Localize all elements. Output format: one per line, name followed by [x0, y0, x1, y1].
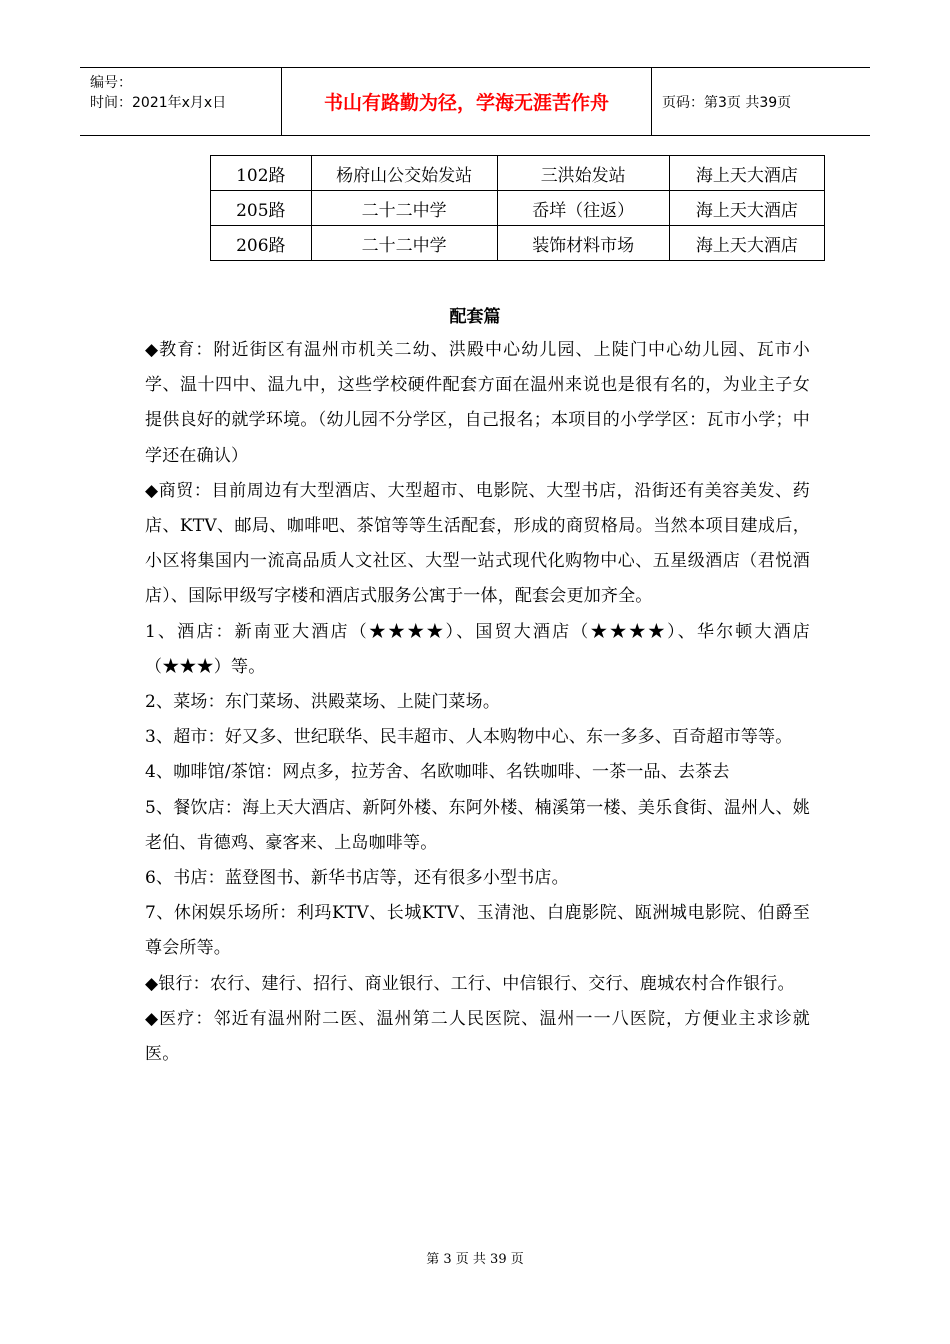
paragraph: 2、菜场：东门菜场、洪殿菜场、上陡门菜场。 [145, 692, 501, 713]
paragraph: ◆教育：附近街区有温州市机关二幼、洪殿中心幼儿园、上陡门中心幼儿园、瓦市小学、温十四中、温九中，这些学校硬件配套方面在温州来说也是很有名的，为业主子女提供良好的就学环境。（幼儿园不分学区，自己报名；本项目的小学学区：瓦市小学；中学还在确认） [145, 340, 810, 466]
paragraph: 4、咖啡馆/茶馆：网点多，拉芳舍、名欧咖啡、名铁咖啡、一茶一品、去茶去 [145, 762, 730, 783]
header-meta [80, 68, 282, 135]
paragraph: 1、酒店：新南亚大酒店（★★★★）、国贸大酒店（★★★★）、华尔顿大酒店（★★★）等。 [145, 621, 810, 677]
paragraph: 3、超市：好又多、世纪联华、民丰超市、人本购物中心、东一多多、百奇超市等等。 [145, 727, 793, 748]
paragraph: 7、休闲娱乐场所：利玛KTV、长城KTV、玉清池、白鹿影院、瓯洲城电影院、伯爵至尊会所等。 [145, 903, 810, 959]
table-cell: 装饰材料市场 [497, 226, 669, 261]
header-page-info: 页码：第3页 共39页 [662, 94, 792, 111]
paragraph: ◆商贸：目前周边有大型酒店、大型超市、电影院、大型书店，沿街还有美容美发、药店、KTV、邮局、咖啡吧、茶馆等等生活配套，形成的商贸格局。当然本项目建成后，小区将集国内一流高品质人文社区、大型一站式现代化购物中心、五星级酒店（君悦酒店）、国际甲级写字楼和酒店式服务公寓于一体，配套会更加齐全。 [145, 480, 810, 607]
table-cell: 杨府山公交始发站 [311, 156, 497, 191]
table-cell: 岙垟（往返） [497, 191, 669, 226]
header-motto: 书山有路勤为径，学海无涯苦作舟 [282, 68, 652, 135]
paragraph: ◆银行：农行、建行、招行、商业银行、工行、中信银行、交行、鹿城农村合作银行。 [145, 973, 795, 994]
bus-route-table [210, 155, 825, 261]
paragraph: ◆医疗：邻近有温州附二医、温州第二人民医院、温州一一八医院，方便业主求诊就医。 [145, 1008, 810, 1065]
table-cell: 海上天大酒店 [669, 191, 824, 226]
table-row [211, 156, 825, 191]
paragraph: 6、书店：蓝登图书、新华书店等，还有很多小型书店。 [145, 868, 569, 889]
document-number: 编号： [90, 75, 132, 91]
page-footer: 第 3 页 共 39 页 [426, 1252, 524, 1267]
page-header [80, 67, 870, 136]
table-cell: 二十二中学 [311, 191, 497, 226]
table-cell: 海上天大酒店 [669, 226, 824, 261]
paragraph: 5、餐饮店：海上天大酒店、新阿外楼、东阿外楼、楠溪第一楼、美乐食街、温州人、姚老伯、肯德鸡、豪客来、上岛咖啡等。 [145, 797, 810, 853]
table-row [211, 226, 825, 261]
table-cell: 三洪始发站 [497, 156, 669, 191]
document-date: 时间：2021年x月x日 [90, 95, 227, 111]
table-row [211, 191, 825, 226]
table-cell: 海上天大酒店 [669, 156, 824, 191]
table-cell: 102路 [211, 156, 312, 191]
content-body [145, 333, 810, 1072]
table-cell: 二十二中学 [311, 226, 497, 261]
section-title: 配套篇 [449, 307, 501, 327]
table-cell: 206路 [211, 226, 312, 261]
table-cell: 205路 [211, 191, 312, 226]
